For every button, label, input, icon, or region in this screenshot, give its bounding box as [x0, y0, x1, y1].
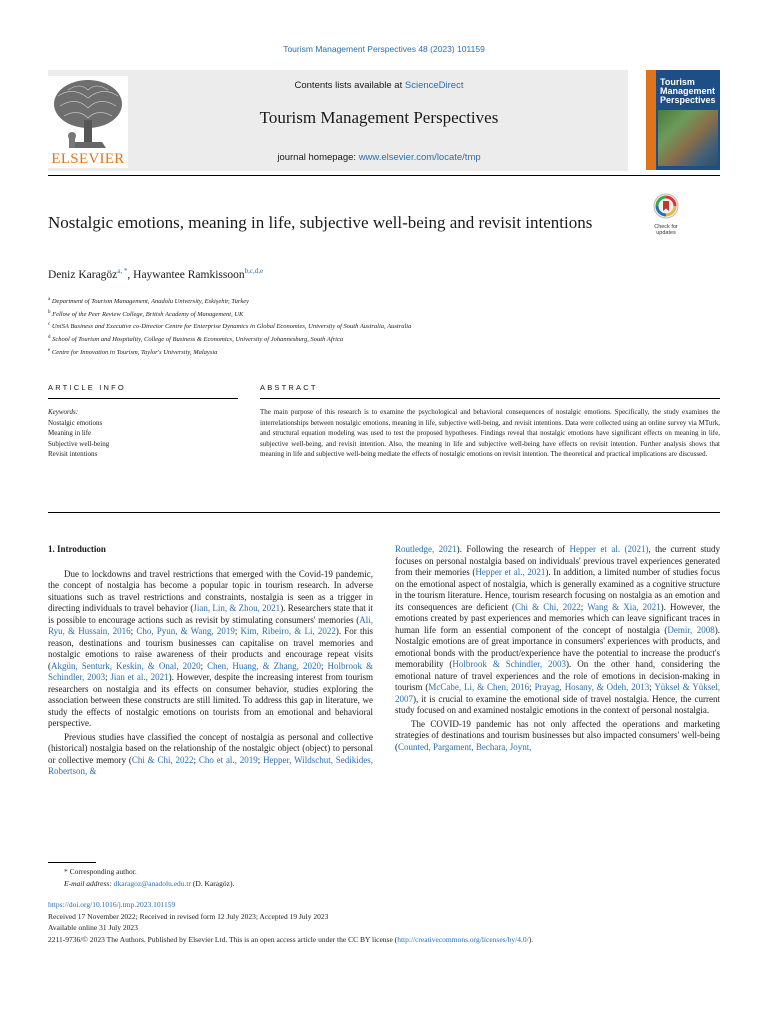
citation-link[interactable]: McCabe, Li, & Chen, 2016 [428, 682, 530, 692]
abstract-rule [260, 398, 720, 399]
cover-strip [646, 70, 656, 170]
footnote-rule [48, 862, 96, 863]
section-heading: 1. Introduction [48, 544, 106, 554]
body-text: Due to lockdowns and travel restrictions that emerged with the Covid-19 pandemic, the concept of nostalgia has become a popular topic in tourism research. In adverse situations such as travel restrictions and constraints, nostalgia is seen as a trigger in directing individuals to travel behavior ( [48, 568, 373, 613]
body-paragraph [395, 719, 720, 754]
body-paragraph [395, 544, 720, 717]
header-rule [48, 175, 720, 176]
citation-link[interactable]: Demir, 2008 [667, 624, 715, 635]
journal-citation[interactable]: Tourism Management Perspectives 48 (2023) 101159 [283, 44, 485, 54]
citation-link[interactable]: Cho et al., 2019 [198, 754, 258, 765]
license-line [48, 934, 728, 946]
footnotes [48, 866, 720, 890]
body-text: ). On the other hand, considering the emotional nature of travel experiences and the role of emotions in decision-making in tourism ( [395, 659, 720, 692]
affiliation-mark: e [48, 347, 51, 353]
affiliation-item [48, 333, 728, 346]
journal-cover[interactable] [646, 70, 720, 170]
body-text: ). However, the emotions created by past experiences and memories which can leave significant traces in human life form an essential component of the concept of nostalgia ( [395, 601, 721, 635]
affiliation-mark: a [48, 297, 51, 302]
email-suffix: (D. Karagöz). [191, 879, 235, 888]
affiliation-list [48, 295, 728, 358]
affiliation-mark: c [48, 322, 51, 328]
email-label: E-mail address: [64, 879, 114, 888]
doi-link[interactable]: https://doi.org/10.1016/j.tmp.2023.101159 [48, 900, 176, 909]
citation-link[interactable]: Chi & Chi, 2022 [131, 754, 194, 765]
body-rule [48, 512, 720, 513]
publisher-wordmark: ELSEVIER [51, 151, 125, 167]
keyword-item: Nostalgic emotions [48, 418, 103, 427]
check-updates-label: Check for updates [654, 224, 678, 236]
citation-link[interactable]: Jian, Lin, & Zhou, 2021 [193, 603, 281, 613]
citation-link[interactable]: Prayag, Hosany, & Odeh, 2013 [534, 682, 650, 692]
body-text: ), it is crucial to examine the emotional side of travel nostalgia. Hence, the current study focused on and examined nostalgic emotions in the context of personal nostalgia. [395, 693, 720, 715]
email-note [48, 878, 720, 890]
body-text: ; [257, 754, 264, 765]
sciencedirect-link[interactable]: ScienceDirect [404, 80, 464, 91]
body-text: ). For this reason, destinations and tourism businesses can capitalise on travel memories and nostalgic emotions to raise awareness of their products and encourage repeat visits ( [48, 626, 373, 671]
license-prefix: 2211-9736/© 2023 The Authors. Published by Elsevier Ltd. This is an open access article under the CC BY license ( [48, 934, 398, 944]
body-text: ; [320, 660, 328, 671]
citation-link[interactable]: Cho, Pyun, & Wang, 2019 [136, 626, 235, 636]
article-metadata [48, 899, 728, 945]
affiliation-mark: b [48, 309, 51, 315]
cover-title-line: Management [660, 86, 716, 96]
citation-link[interactable]: Kim, Ribeiro, & Li, 2022 [240, 626, 336, 636]
keyword-item: Revisit intentions [48, 450, 98, 458]
abstract-label: ABSTRACT [260, 383, 318, 392]
body-text: ; [105, 672, 111, 682]
author-name[interactable]: Haywantee Ramkissoon [133, 268, 245, 281]
affiliation-text: School of Tourism and Hospitality, College of Business & Economics, University of Johannesburg, South Africa [52, 336, 344, 344]
cover-photo [658, 110, 718, 166]
citation-link[interactable]: Counted, Pargament, Bechara, Joynt, [398, 741, 532, 752]
body-paragraph [48, 569, 373, 730]
homepage-link[interactable]: www.elsevier.com/locate/tmp [358, 152, 481, 163]
body-text: ). Nostalgic emotions are of great importance in consumers' experiences with products, and emotional bonds with the product/experience have the potential to increase the product's memorability ( [395, 624, 721, 669]
citation-link[interactable]: Hepper et al. (2021) [569, 544, 649, 554]
affiliation-text: Centre for Innovation in Tourism, Taylor's University, Malaysia [51, 348, 218, 356]
affiliation-item [48, 308, 728, 321]
body-text: ). However, despite the increasing interest from tourism researchers on nostalgia and its effects on consumer behavior, studies exploring the association between these constructs are still limited. To address this gap in literature, we study the effects of nostalgic emotions on tourists from an emotional and behavioral perspective. [48, 672, 373, 728]
body-text: ; [529, 682, 535, 692]
citation-link[interactable]: Ali, Ryu, & Hussain, 2016 [48, 614, 373, 636]
article-title: Nostalgic emotions, meaning in life, subjective well-being and revisit intentions [48, 213, 593, 232]
article-info-label: ARTICLE INFO [48, 383, 126, 392]
citation-link[interactable]: Akgün, Senturk, Keskin, & Onal, 2020 [51, 660, 201, 671]
citation-link[interactable]: Chi & Chi, 2022 [515, 601, 581, 612]
body-text: Previous studies have classified the concept of nostalgia as personal and collective (historical) nostalgia based on the relationship of the nostalgic object (object) to personal or collective memory ( [48, 731, 373, 765]
check-updates-icon [653, 193, 679, 219]
citation-link[interactable]: Yüksel & Yüksel, 2007 [395, 682, 720, 704]
corresponding-author-note: * Corresponding author. [64, 867, 137, 876]
homepage-prefix: journal homepage: [277, 152, 359, 163]
article-info-rule [48, 398, 238, 399]
author-list [48, 267, 263, 281]
keywords-label: Keywords: [48, 408, 79, 416]
license-link[interactable]: http://creativecommons.org/licenses/by/4.0/ [397, 934, 529, 944]
cover-title-line: Tourism [660, 77, 695, 87]
keywords-block [48, 407, 238, 460]
body-column-left [48, 544, 373, 780]
body-text: ; [649, 682, 655, 692]
affiliation-item [48, 320, 728, 333]
received-dates: Received 17 November 2022; Received in revised form 12 July 2023; Accepted 19 July 2023 [48, 911, 329, 921]
body-text: The COVID-19 pandemic has not only affected the operations and marketing strategies of destinations and tourism businesses but also impacted consumers' well-being ( [395, 718, 720, 752]
keyword-item: Subjective well-being [48, 439, 110, 448]
citation-link[interactable]: Jian et al., 2021 [110, 672, 169, 682]
body-paragraph [48, 732, 373, 778]
affiliation-item [48, 295, 728, 308]
author-marks[interactable]: a, * [117, 267, 128, 275]
check-for-updates-button[interactable] [646, 193, 686, 236]
body-text: ). Following the research of [456, 544, 570, 554]
affiliation-text: Department of Tourism Management, Anadolu University, Eskişehir, Turkey [51, 298, 250, 306]
homepage-line [135, 152, 623, 163]
body-text: , the current study focuses on personal nostalgia based on individuals' previous travel experiences generated from their memories ( [395, 544, 720, 577]
cover-title-line: Perspectives [660, 95, 716, 105]
body-text: ). Researchers state that it is possible to encourage actions such as revisit by stimulating consumers' memories ( [48, 603, 373, 625]
body-text: ; [234, 626, 241, 636]
author-marks[interactable]: b,c,d,e [244, 267, 264, 275]
citation-link[interactable]: Hepper, Wildschut, Sedikides, Robertson, & [48, 754, 374, 776]
body-text: ; [130, 626, 137, 636]
contents-prefix: Contents lists available at [294, 80, 405, 91]
citation-link[interactable]: Wang & Xia, 2021 [587, 601, 661, 612]
body-text: ; [200, 660, 208, 671]
body-text: ). In addition, a limited number of studies focus on the emotional aspect of nostalgia, which is generally examined as a cognitive structure in the tourism literature. Hence, tourism research focusing on nostalgia as an emotion and its consequences are deficient ( [395, 567, 720, 612]
citation-link[interactable]: Routledge, 2021 [395, 544, 457, 554]
cover-title [660, 78, 716, 105]
citation-link[interactable]: Hepper et al., 2021 [475, 567, 546, 577]
citation-link[interactable]: Chen, Huang, & Zhang, 2020 [207, 660, 321, 671]
affiliation-item [48, 346, 728, 359]
license-suffix: ). [528, 934, 534, 944]
citation-link[interactable]: Holbrook & Schindler, 2003 [48, 660, 373, 682]
journal-title: Tourism Management Perspectives [259, 108, 499, 127]
contents-line [135, 80, 623, 91]
email-link[interactable]: dkaragoz@anadolu.edu.tr [113, 879, 192, 888]
author-separator: , [127, 268, 134, 281]
available-online: Available online 31 July 2023 [48, 923, 138, 932]
author-name[interactable]: Deniz Karagöz [48, 268, 118, 281]
body-column-right [395, 544, 720, 755]
abstract-text: The main purpose of this research is to examine the psychological and behavioral consequences of nostalgic emotions. Specifically, the study examines the interrelationships between nostalgic emotions, meaning in life, subjective well-being, and revisit intentions. Data were collected using an online survey via MTurk, and structural equation modeling was used to test the proposed hypotheses. Findings reveal that nostalgic emotions have significant effects on meaning in life, subjective well-being, and revisit intention. Also, the meaning in life and subjective well-being have effects on revisit intention. Further analysis shows that meaning in life and subjective well-being mediate the effects of nostalgic emotions on revisit intention. The theoretical and practical implications are discussed. [260, 408, 720, 458]
citation-link[interactable]: Holbrook & Schindler, 2003 [452, 659, 567, 669]
affiliation-text: Fellow of the Peer Review College, British Academy of Management, UK [52, 310, 244, 318]
keyword-item: Meaning in life [48, 429, 92, 437]
affiliation-mark: d [48, 334, 51, 340]
affiliation-text: UniSA Business and Executive co-Director Centre for Enterprise Dynamics in Global Economies, University of South Australia, Australia [51, 323, 412, 331]
body-text: ; [580, 601, 588, 612]
body-text: ; [193, 754, 199, 765]
